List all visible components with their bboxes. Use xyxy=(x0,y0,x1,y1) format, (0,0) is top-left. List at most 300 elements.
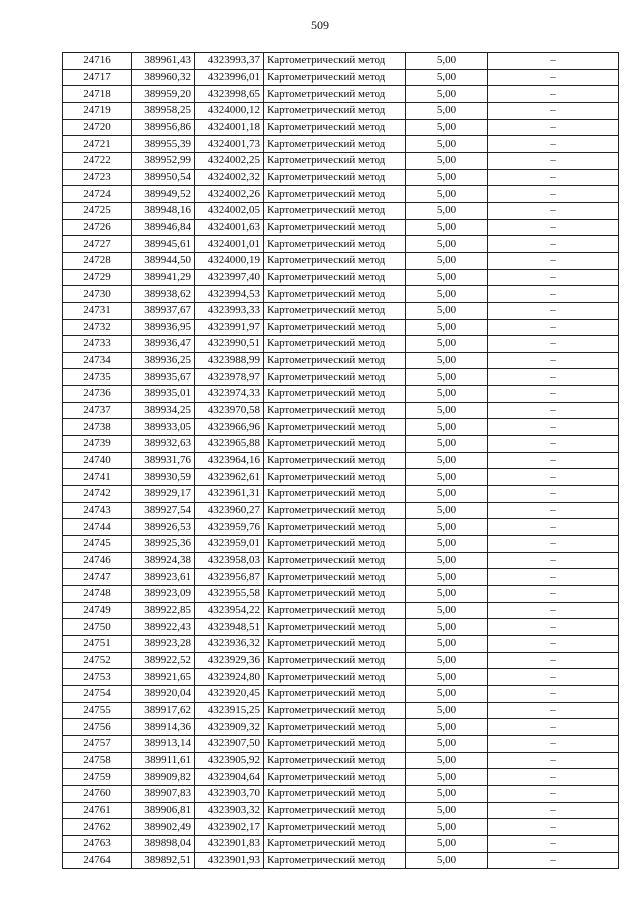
method-cell: Картометрический метод xyxy=(264,152,406,169)
note-cell: – xyxy=(488,552,619,569)
note-cell: – xyxy=(488,835,619,852)
x-coordinate-cell: 389950,54 xyxy=(132,169,195,186)
method-cell: Картометрический метод xyxy=(264,352,406,369)
note-cell: – xyxy=(488,785,619,802)
y-coordinate-cell: 4323997,40 xyxy=(195,269,264,286)
y-coordinate-cell: 4323978,97 xyxy=(195,369,264,386)
y-coordinate-cell: 4323905,92 xyxy=(195,752,264,769)
note-cell: – xyxy=(488,852,619,869)
error-cell: 5,00 xyxy=(406,619,488,636)
table-row xyxy=(63,219,619,236)
x-coordinate-cell: 389917,62 xyxy=(132,702,195,719)
x-coordinate-cell: 389936,47 xyxy=(132,336,195,353)
point-number-cell: 24720 xyxy=(63,119,132,136)
point-number-cell: 24754 xyxy=(63,685,132,702)
x-coordinate-cell: 389945,61 xyxy=(132,236,195,253)
note-cell: – xyxy=(488,102,619,119)
table-row xyxy=(63,685,619,702)
note-cell: – xyxy=(488,269,619,286)
error-cell: 5,00 xyxy=(406,102,488,119)
note-cell: – xyxy=(488,336,619,353)
point-number-cell: 24727 xyxy=(63,236,132,253)
y-coordinate-cell: 4323955,58 xyxy=(195,586,264,603)
table-row xyxy=(63,502,619,519)
method-cell: Картометрический метод xyxy=(264,685,406,702)
method-cell: Картометрический метод xyxy=(264,419,406,436)
method-cell: Картометрический метод xyxy=(264,53,406,70)
table-row xyxy=(63,269,619,286)
x-coordinate-cell: 389902,49 xyxy=(132,819,195,836)
method-cell: Картометрический метод xyxy=(264,852,406,869)
y-coordinate-cell: 4323959,01 xyxy=(195,536,264,553)
point-number-cell: 24739 xyxy=(63,436,132,453)
method-cell: Картометрический метод xyxy=(264,752,406,769)
point-number-cell: 24758 xyxy=(63,752,132,769)
y-coordinate-cell: 4323959,76 xyxy=(195,519,264,536)
error-cell: 5,00 xyxy=(406,152,488,169)
point-number-cell: 24742 xyxy=(63,486,132,503)
table-row xyxy=(63,419,619,436)
y-coordinate-cell: 4323966,96 xyxy=(195,419,264,436)
table-row xyxy=(63,186,619,203)
point-number-cell: 24726 xyxy=(63,219,132,236)
method-cell: Картометрический метод xyxy=(264,702,406,719)
table-row xyxy=(63,69,619,86)
point-number-cell: 24718 xyxy=(63,86,132,103)
error-cell: 5,00 xyxy=(406,219,488,236)
error-cell: 5,00 xyxy=(406,436,488,453)
note-cell: – xyxy=(488,486,619,503)
point-number-cell: 24721 xyxy=(63,136,132,153)
table-row xyxy=(63,452,619,469)
error-cell: 5,00 xyxy=(406,169,488,186)
point-number-cell: 24750 xyxy=(63,619,132,636)
y-coordinate-cell: 4323901,83 xyxy=(195,835,264,852)
error-cell: 5,00 xyxy=(406,586,488,603)
note-cell: – xyxy=(488,286,619,303)
table-row xyxy=(63,136,619,153)
error-cell: 5,00 xyxy=(406,86,488,103)
table-row xyxy=(63,86,619,103)
method-cell: Картометрический метод xyxy=(264,102,406,119)
point-number-cell: 24740 xyxy=(63,452,132,469)
note-cell: – xyxy=(488,469,619,486)
error-cell: 5,00 xyxy=(406,802,488,819)
y-coordinate-cell: 4323924,80 xyxy=(195,669,264,686)
x-coordinate-cell: 389936,95 xyxy=(132,319,195,336)
point-number-cell: 24729 xyxy=(63,269,132,286)
point-number-cell: 24723 xyxy=(63,169,132,186)
error-cell: 5,00 xyxy=(406,702,488,719)
y-coordinate-cell: 4323990,51 xyxy=(195,336,264,353)
table-row xyxy=(63,702,619,719)
point-number-cell: 24716 xyxy=(63,53,132,70)
y-coordinate-cell: 4323907,50 xyxy=(195,735,264,752)
error-cell: 5,00 xyxy=(406,452,488,469)
x-coordinate-cell: 389920,04 xyxy=(132,685,195,702)
point-number-cell: 24733 xyxy=(63,336,132,353)
error-cell: 5,00 xyxy=(406,486,488,503)
note-cell: – xyxy=(488,202,619,219)
method-cell: Картометрический метод xyxy=(264,236,406,253)
note-cell: – xyxy=(488,502,619,519)
method-cell: Картометрический метод xyxy=(264,819,406,836)
note-cell: – xyxy=(488,802,619,819)
method-cell: Картометрический метод xyxy=(264,785,406,802)
note-cell: – xyxy=(488,586,619,603)
error-cell: 5,00 xyxy=(406,136,488,153)
table-row xyxy=(63,252,619,269)
note-cell: – xyxy=(488,752,619,769)
y-coordinate-cell: 4323948,51 xyxy=(195,619,264,636)
x-coordinate-cell: 389934,25 xyxy=(132,402,195,419)
method-cell: Картометрический метод xyxy=(264,469,406,486)
error-cell: 5,00 xyxy=(406,386,488,403)
method-cell: Картометрический метод xyxy=(264,336,406,353)
note-cell: – xyxy=(488,369,619,386)
x-coordinate-cell: 389932,63 xyxy=(132,436,195,453)
point-number-cell: 24763 xyxy=(63,835,132,852)
x-coordinate-cell: 389958,25 xyxy=(132,102,195,119)
method-cell: Картометрический метод xyxy=(264,136,406,153)
y-coordinate-cell: 4323929,36 xyxy=(195,652,264,669)
method-cell: Картометрический метод xyxy=(264,536,406,553)
y-coordinate-cell: 4323902,17 xyxy=(195,819,264,836)
method-cell: Картометрический метод xyxy=(264,586,406,603)
note-cell: – xyxy=(488,386,619,403)
point-number-cell: 24759 xyxy=(63,769,132,786)
x-coordinate-cell: 389941,29 xyxy=(132,269,195,286)
point-number-cell: 24732 xyxy=(63,319,132,336)
x-coordinate-cell: 389929,17 xyxy=(132,486,195,503)
method-cell: Картометрический метод xyxy=(264,302,406,319)
point-number-cell: 24753 xyxy=(63,669,132,686)
table-row xyxy=(63,402,619,419)
point-number-cell: 24751 xyxy=(63,635,132,652)
note-cell: – xyxy=(488,452,619,469)
x-coordinate-cell: 389949,52 xyxy=(132,186,195,203)
x-coordinate-cell: 389925,36 xyxy=(132,536,195,553)
y-coordinate-cell: 4323903,70 xyxy=(195,785,264,802)
table-row xyxy=(63,319,619,336)
method-cell: Картометрический метод xyxy=(264,169,406,186)
note-cell: – xyxy=(488,635,619,652)
x-coordinate-cell: 389914,36 xyxy=(132,719,195,736)
method-cell: Картометрический метод xyxy=(264,436,406,453)
note-cell: – xyxy=(488,402,619,419)
table-row xyxy=(63,735,619,752)
x-coordinate-cell: 389922,52 xyxy=(132,652,195,669)
table-row xyxy=(63,536,619,553)
point-number-cell: 24735 xyxy=(63,369,132,386)
y-coordinate-cell: 4323961,31 xyxy=(195,486,264,503)
table-row xyxy=(63,769,619,786)
note-cell: – xyxy=(488,735,619,752)
note-cell: – xyxy=(488,819,619,836)
table-row xyxy=(63,835,619,852)
table-row xyxy=(63,669,619,686)
x-coordinate-cell: 389944,50 xyxy=(132,252,195,269)
error-cell: 5,00 xyxy=(406,852,488,869)
point-number-cell: 24734 xyxy=(63,352,132,369)
point-number-cell: 24717 xyxy=(63,69,132,86)
table-row xyxy=(63,819,619,836)
method-cell: Картометрический метод xyxy=(264,86,406,103)
x-coordinate-cell: 389898,04 xyxy=(132,835,195,852)
page-number: 509 xyxy=(311,18,329,32)
table-row xyxy=(63,436,619,453)
table-row xyxy=(63,635,619,652)
method-cell: Картометрический метод xyxy=(264,502,406,519)
error-cell: 5,00 xyxy=(406,352,488,369)
table-row xyxy=(63,53,619,70)
y-coordinate-cell: 4323988,99 xyxy=(195,352,264,369)
y-coordinate-cell: 4323909,32 xyxy=(195,719,264,736)
x-coordinate-cell: 389933,05 xyxy=(132,419,195,436)
table-row xyxy=(63,486,619,503)
y-coordinate-cell: 4324001,73 xyxy=(195,136,264,153)
table-row xyxy=(63,386,619,403)
x-coordinate-cell: 389935,67 xyxy=(132,369,195,386)
x-coordinate-cell: 389892,51 xyxy=(132,852,195,869)
method-cell: Картометрический метод xyxy=(264,635,406,652)
point-number-cell: 24757 xyxy=(63,735,132,752)
method-cell: Картометрический метод xyxy=(264,319,406,336)
x-coordinate-cell: 389938,62 xyxy=(132,286,195,303)
y-coordinate-cell: 4324000,19 xyxy=(195,252,264,269)
note-cell: – xyxy=(488,652,619,669)
error-cell: 5,00 xyxy=(406,402,488,419)
y-coordinate-cell: 4323993,37 xyxy=(195,53,264,70)
table-row xyxy=(63,852,619,869)
error-cell: 5,00 xyxy=(406,602,488,619)
point-number-cell: 24747 xyxy=(63,569,132,586)
point-number-cell: 24761 xyxy=(63,802,132,819)
note-cell: – xyxy=(488,252,619,269)
y-coordinate-cell: 4323964,16 xyxy=(195,452,264,469)
method-cell: Картометрический метод xyxy=(264,119,406,136)
note-cell: – xyxy=(488,602,619,619)
table-row xyxy=(63,652,619,669)
y-coordinate-cell: 4324001,18 xyxy=(195,119,264,136)
x-coordinate-cell: 389913,14 xyxy=(132,735,195,752)
method-cell: Картометрический метод xyxy=(264,269,406,286)
point-number-cell: 24737 xyxy=(63,402,132,419)
method-cell: Картометрический метод xyxy=(264,252,406,269)
x-coordinate-cell: 389924,38 xyxy=(132,552,195,569)
y-coordinate-cell: 4324000,12 xyxy=(195,102,264,119)
error-cell: 5,00 xyxy=(406,302,488,319)
table-row xyxy=(63,602,619,619)
error-cell: 5,00 xyxy=(406,536,488,553)
error-cell: 5,00 xyxy=(406,719,488,736)
note-cell: – xyxy=(488,69,619,86)
error-cell: 5,00 xyxy=(406,186,488,203)
point-number-cell: 24746 xyxy=(63,552,132,569)
x-coordinate-cell: 389961,43 xyxy=(132,53,195,70)
error-cell: 5,00 xyxy=(406,819,488,836)
note-cell: – xyxy=(488,352,619,369)
point-number-cell: 24756 xyxy=(63,719,132,736)
table-row xyxy=(63,236,619,253)
point-number-cell: 24743 xyxy=(63,502,132,519)
x-coordinate-cell: 389927,54 xyxy=(132,502,195,519)
table-row xyxy=(63,336,619,353)
x-coordinate-cell: 389922,85 xyxy=(132,602,195,619)
note-cell: – xyxy=(488,319,619,336)
point-number-cell: 24748 xyxy=(63,586,132,603)
error-cell: 5,00 xyxy=(406,752,488,769)
point-number-cell: 24762 xyxy=(63,819,132,836)
error-cell: 5,00 xyxy=(406,735,488,752)
note-cell: – xyxy=(488,169,619,186)
table-row xyxy=(63,469,619,486)
point-number-cell: 24749 xyxy=(63,602,132,619)
method-cell: Картометрический метод xyxy=(264,286,406,303)
point-number-cell: 24738 xyxy=(63,419,132,436)
x-coordinate-cell: 389921,65 xyxy=(132,669,195,686)
x-coordinate-cell: 389907,83 xyxy=(132,785,195,802)
note-cell: – xyxy=(488,186,619,203)
point-number-cell: 24744 xyxy=(63,519,132,536)
x-coordinate-cell: 389956,86 xyxy=(132,119,195,136)
error-cell: 5,00 xyxy=(406,552,488,569)
note-cell: – xyxy=(488,519,619,536)
error-cell: 5,00 xyxy=(406,835,488,852)
x-coordinate-cell: 389955,39 xyxy=(132,136,195,153)
point-number-cell: 24730 xyxy=(63,286,132,303)
error-cell: 5,00 xyxy=(406,286,488,303)
y-coordinate-cell: 4324002,26 xyxy=(195,186,264,203)
method-cell: Картометрический метод xyxy=(264,219,406,236)
error-cell: 5,00 xyxy=(406,685,488,702)
method-cell: Картометрический метод xyxy=(264,719,406,736)
x-coordinate-cell: 389936,25 xyxy=(132,352,195,369)
coordinates-table-body xyxy=(63,53,619,869)
table-row xyxy=(63,102,619,119)
point-number-cell: 24731 xyxy=(63,302,132,319)
error-cell: 5,00 xyxy=(406,652,488,669)
note-cell: – xyxy=(488,669,619,686)
x-coordinate-cell: 389923,09 xyxy=(132,586,195,603)
y-coordinate-cell: 4323998,65 xyxy=(195,86,264,103)
x-coordinate-cell: 389960,32 xyxy=(132,69,195,86)
table-row xyxy=(63,119,619,136)
coordinates-table xyxy=(62,52,619,869)
point-number-cell: 24719 xyxy=(63,102,132,119)
note-cell: – xyxy=(488,53,619,70)
method-cell: Картометрический метод xyxy=(264,402,406,419)
x-coordinate-cell: 389906,81 xyxy=(132,802,195,819)
x-coordinate-cell: 389935,01 xyxy=(132,386,195,403)
table-row xyxy=(63,569,619,586)
method-cell: Картометрический метод xyxy=(264,569,406,586)
point-number-cell: 24736 xyxy=(63,386,132,403)
error-cell: 5,00 xyxy=(406,785,488,802)
y-coordinate-cell: 4323904,64 xyxy=(195,769,264,786)
error-cell: 5,00 xyxy=(406,69,488,86)
method-cell: Картометрический метод xyxy=(264,69,406,86)
point-number-cell: 24728 xyxy=(63,252,132,269)
y-coordinate-cell: 4323958,03 xyxy=(195,552,264,569)
table-row xyxy=(63,152,619,169)
method-cell: Картометрический метод xyxy=(264,519,406,536)
x-coordinate-cell: 389959,20 xyxy=(132,86,195,103)
note-cell: – xyxy=(488,136,619,153)
y-coordinate-cell: 4323903,32 xyxy=(195,802,264,819)
y-coordinate-cell: 4323993,33 xyxy=(195,302,264,319)
error-cell: 5,00 xyxy=(406,569,488,586)
method-cell: Картометрический метод xyxy=(264,835,406,852)
note-cell: – xyxy=(488,719,619,736)
x-coordinate-cell: 389922,43 xyxy=(132,619,195,636)
y-coordinate-cell: 4323994,53 xyxy=(195,286,264,303)
table-row xyxy=(63,752,619,769)
error-cell: 5,00 xyxy=(406,202,488,219)
x-coordinate-cell: 389946,84 xyxy=(132,219,195,236)
table-row xyxy=(63,552,619,569)
method-cell: Картометрический метод xyxy=(264,552,406,569)
note-cell: – xyxy=(488,619,619,636)
y-coordinate-cell: 4323962,61 xyxy=(195,469,264,486)
method-cell: Картометрический метод xyxy=(264,452,406,469)
point-number-cell: 24752 xyxy=(63,652,132,669)
y-coordinate-cell: 4323996,01 xyxy=(195,69,264,86)
method-cell: Картометрический метод xyxy=(264,602,406,619)
note-cell: – xyxy=(488,702,619,719)
note-cell: – xyxy=(488,302,619,319)
y-coordinate-cell: 4323991,97 xyxy=(195,319,264,336)
method-cell: Картометрический метод xyxy=(264,369,406,386)
table-row xyxy=(63,802,619,819)
y-coordinate-cell: 4323915,25 xyxy=(195,702,264,719)
x-coordinate-cell: 389923,61 xyxy=(132,569,195,586)
note-cell: – xyxy=(488,769,619,786)
error-cell: 5,00 xyxy=(406,769,488,786)
method-cell: Картометрический метод xyxy=(264,652,406,669)
table-row xyxy=(63,202,619,219)
error-cell: 5,00 xyxy=(406,502,488,519)
y-coordinate-cell: 4324002,32 xyxy=(195,169,264,186)
method-cell: Картометрический метод xyxy=(264,386,406,403)
error-cell: 5,00 xyxy=(406,635,488,652)
note-cell: – xyxy=(488,236,619,253)
table-row xyxy=(63,785,619,802)
method-cell: Картометрический метод xyxy=(264,802,406,819)
point-number-cell: 24745 xyxy=(63,536,132,553)
note-cell: – xyxy=(488,536,619,553)
method-cell: Картометрический метод xyxy=(264,769,406,786)
y-coordinate-cell: 4324001,01 xyxy=(195,236,264,253)
table-row xyxy=(63,586,619,603)
method-cell: Картометрический метод xyxy=(264,186,406,203)
x-coordinate-cell: 389937,67 xyxy=(132,302,195,319)
table-row xyxy=(63,619,619,636)
error-cell: 5,00 xyxy=(406,119,488,136)
point-number-cell: 24722 xyxy=(63,152,132,169)
point-number-cell: 24760 xyxy=(63,785,132,802)
note-cell: – xyxy=(488,152,619,169)
note-cell: – xyxy=(488,419,619,436)
error-cell: 5,00 xyxy=(406,469,488,486)
error-cell: 5,00 xyxy=(406,319,488,336)
table-row xyxy=(63,369,619,386)
note-cell: – xyxy=(488,436,619,453)
error-cell: 5,00 xyxy=(406,669,488,686)
table-row xyxy=(63,519,619,536)
x-coordinate-cell: 389926,53 xyxy=(132,519,195,536)
y-coordinate-cell: 4323960,27 xyxy=(195,502,264,519)
